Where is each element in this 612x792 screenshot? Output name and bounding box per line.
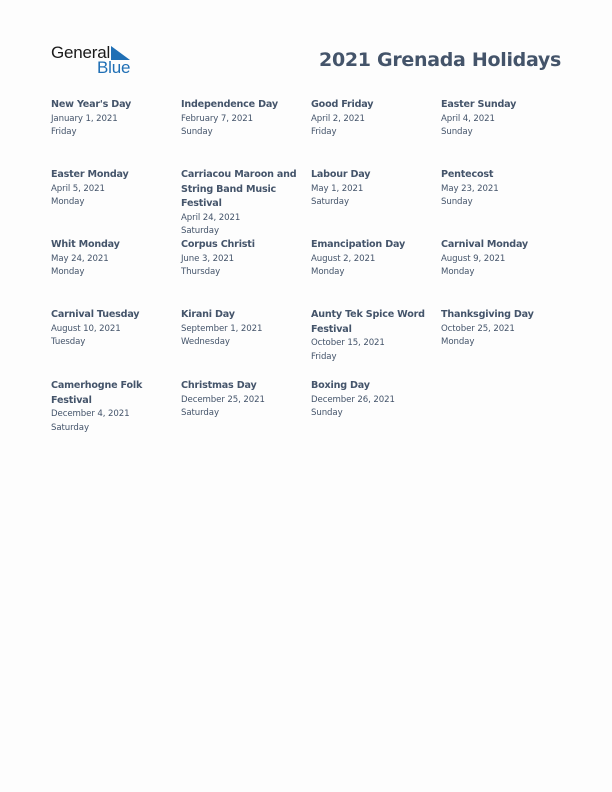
holiday-name: Carnival Monday	[441, 239, 528, 250]
holiday-name: Aunty Tek Spice Word Festival	[311, 309, 425, 335]
holiday-name: Carnival Tuesday	[51, 309, 140, 320]
holiday-item	[51, 168, 169, 210]
holiday-item	[51, 308, 169, 350]
holiday-name: Labour Day	[311, 169, 371, 180]
holiday-item	[441, 238, 559, 280]
holiday-name: Corpus Christi	[181, 239, 255, 250]
holiday-weekday: Saturday	[181, 226, 219, 236]
page-title: 2021 Grenada Holidays	[319, 49, 561, 71]
holiday-item	[181, 168, 297, 239]
holiday-date: August 2, 2021	[311, 253, 376, 264]
logo-word-blue: Blue	[97, 58, 131, 77]
holiday-weekday: Saturday	[181, 408, 219, 418]
holiday-weekday: Tuesday	[51, 337, 86, 347]
holiday-item	[311, 308, 427, 364]
holiday-date: June 3, 2021	[181, 253, 235, 264]
holiday-name: Whit Monday	[51, 239, 120, 250]
holiday-name: Boxing Day	[311, 380, 370, 391]
holiday-date: September 1, 2021	[181, 323, 263, 334]
holiday-date: August 9, 2021	[441, 253, 506, 264]
holiday-item	[311, 168, 429, 210]
holiday-weekday: Wednesday	[181, 337, 230, 347]
holiday-weekday: Saturday	[311, 197, 349, 207]
holiday-item	[441, 168, 559, 210]
holiday-weekday: Sunday	[311, 408, 343, 418]
holiday-date: April 4, 2021	[441, 113, 495, 124]
holiday-name: Carriacou Maroon and String Band Music Festival	[181, 169, 297, 209]
holiday-date: December 26, 2021	[311, 394, 395, 405]
holiday-weekday: Friday	[51, 127, 77, 137]
holiday-weekday: Monday	[51, 197, 85, 207]
holiday-date: May 24, 2021	[51, 253, 109, 264]
holiday-date: April 5, 2021	[51, 183, 105, 194]
holiday-date: May 1, 2021	[311, 183, 364, 194]
holiday-name: New Year's Day	[51, 99, 132, 110]
holiday-item	[181, 308, 299, 350]
holiday-date: October 15, 2021	[311, 338, 385, 348]
holiday-weekday: Friday	[311, 351, 337, 362]
holiday-weekday: Sunday	[181, 127, 213, 137]
holiday-item	[51, 379, 151, 435]
holiday-date: May 23, 2021	[441, 183, 499, 194]
holiday-item	[181, 98, 299, 140]
holiday-date: April 2, 2021	[311, 113, 365, 124]
holiday-weekday: Monday	[441, 337, 475, 347]
holiday-name: Emancipation Day	[311, 239, 406, 250]
holiday-date: December 25, 2021	[181, 394, 265, 405]
holiday-name: Camerhogne Folk Festival	[51, 380, 143, 406]
holiday-item	[181, 379, 299, 421]
holiday-weekday: Sunday	[441, 197, 473, 207]
holiday-weekday: Sunday	[441, 127, 473, 137]
holiday-item	[181, 238, 299, 280]
holiday-name: Kirani Day	[181, 309, 235, 320]
holiday-name: Pentecost	[441, 169, 494, 180]
holiday-item	[441, 98, 559, 140]
holiday-date: April 24, 2021	[181, 212, 241, 223]
holiday-weekday: Monday	[311, 267, 345, 277]
holiday-name: Thanksgiving Day	[441, 309, 534, 320]
holiday-date: December 4, 2021	[51, 409, 130, 419]
logo-word-general: General	[51, 43, 111, 62]
holiday-name: Easter Sunday	[441, 99, 517, 110]
holiday-date: October 25, 2021	[441, 323, 515, 334]
holiday-date: August 10, 2021	[51, 323, 121, 334]
holiday-date: January 1, 2021	[51, 113, 118, 124]
holiday-weekday: Friday	[311, 127, 337, 137]
holiday-name: Good Friday	[311, 99, 374, 110]
holiday-weekday: Monday	[51, 267, 85, 277]
holiday-weekday: Monday	[441, 267, 475, 277]
holiday-item	[441, 308, 559, 350]
holiday-item	[311, 98, 429, 140]
holiday-name: Christmas Day	[181, 380, 257, 391]
logo	[51, 44, 141, 78]
holiday-item	[311, 379, 429, 421]
holiday-item	[311, 238, 429, 280]
holiday-item	[51, 98, 169, 140]
holiday-weekday: Thursday	[181, 267, 221, 277]
holiday-item	[51, 238, 169, 280]
holiday-name: Easter Monday	[51, 169, 129, 180]
holiday-date: February 7, 2021	[181, 113, 254, 124]
holiday-weekday: Saturday	[51, 422, 89, 433]
holiday-name: Independence Day	[181, 99, 278, 110]
